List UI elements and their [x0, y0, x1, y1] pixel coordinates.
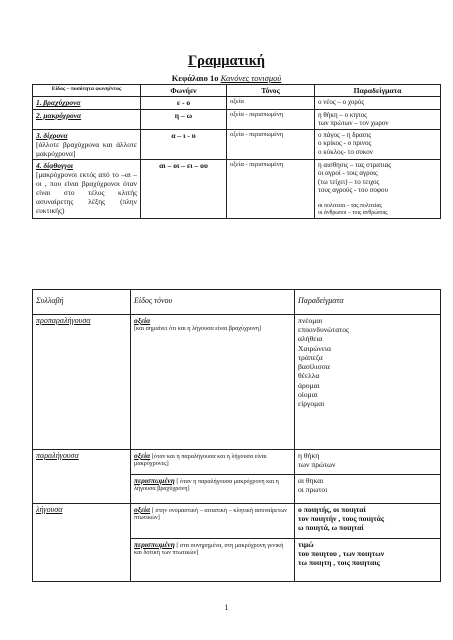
table-row	[33, 97, 441, 109]
row-vowels: η – ω	[141, 109, 227, 129]
row-vowels: αι – οι – ει – ου	[141, 159, 227, 218]
row-label: 4. δίφθογγοι [μακρόχρονοι εκτός από το –αι –οι , που είναι βραχύχρονοι όταν είναι στο τέλος κλιτής ασυναίρετης λέξης (πλην ευκτικής)	[33, 159, 141, 218]
accent-desc: οξεία [όταν και η παραλήγουσα και η λήγουσα είναι μακρόχρονες]	[131, 449, 295, 474]
row-accent: οξεία	[227, 97, 315, 109]
row-accent: οξεία - περισπωμένη	[227, 129, 315, 159]
row-label: 3. δίχρονα [άλλοτε βραχύχρονα και άλλοτε μακρόχρονα]	[33, 129, 141, 159]
table-row	[33, 449, 441, 474]
row-label: 2. μακρόχρονα	[33, 109, 141, 129]
examples-cell: τιμώ του ποιητου , των ποιητων τω ποιητη , τοις ποιηταις	[295, 538, 441, 581]
header-examples: Παραδείγματα	[315, 85, 441, 97]
row-examples: ο νέος – ο χορός	[315, 97, 441, 109]
header-vowel: Φωνήεν	[141, 85, 227, 97]
row-vowels: ε - ο	[141, 97, 227, 109]
row-examples: η θήκη – ο κηπος των πρώτων – τον χωρον	[315, 109, 441, 129]
examples-cell: αι θηκαι οι πρωτοι	[295, 474, 441, 503]
row-examples: ο πάγος – η δρασις ο κρίκος - ο πρινος ο κύκλος- το συκον	[315, 129, 441, 159]
table-row	[33, 109, 441, 129]
chapter-subtitle	[0, 73, 453, 83]
table-row	[33, 503, 441, 538]
row-accent: οξεία - περισπωμένη	[227, 109, 315, 129]
row-examples: η αισθησις – τας στρατιας οι αγροί - τοις αγροις (τω τείχει) – το τειχος τους αγρούς - του σοφου αι πολιτειαι – τας πολιτείας οι άνθρωποι – τοις ανθρώποις	[315, 159, 441, 218]
row-note: [άλλοτε βραχύχρονα και άλλοτε μακρόχρονα]	[36, 139, 137, 158]
accent-desc: περισπωμένη [ όταν η παραλήγουσα μακρόχρονη και η λήγουσα βραχύχρονη]	[131, 474, 295, 503]
syllable-name: λήγουσα	[33, 503, 131, 581]
page-title: Γραμματική	[187, 53, 266, 69]
examples-cell: η θήκη των πρώτων	[295, 449, 441, 474]
accent-desc: οξεία [και σημαίνει ότι και η λήγουσα είναι βραχύχρονη]	[131, 314, 295, 449]
header-examples: Παραδείγματα	[295, 290, 441, 315]
examples-cell: ο ποιητής, οι ποιηταί τον ποιητήν , τους ποιητάς ω ποιητά, ω ποιηταί	[295, 503, 441, 538]
chapter-topic: Κανόνες τονισμού	[220, 73, 282, 83]
vowel-table	[32, 84, 441, 219]
examples-cell: πνέομαι επικινδυνώτατος αλήθεια Χαιρώνεια τράπεζα βασίλισσα θέελλα άρομαι οίομαι είργομαι	[295, 314, 441, 449]
table-row	[33, 129, 441, 159]
header-accent-type: Είδος τόνου	[131, 290, 295, 315]
syllable-name: παραλήγουσα	[33, 449, 131, 503]
row-accent: οξεία - περισπωμένη	[227, 159, 315, 218]
table-row	[33, 159, 441, 218]
page-number: 1	[224, 603, 229, 612]
header-vowel-kind: Είδος – ποσότητα φωνηέντος	[33, 85, 141, 97]
table-row	[33, 314, 441, 449]
vowel-table-header	[33, 85, 441, 97]
syllable-name: προπαραλήγουσα	[33, 314, 131, 449]
header-accent: Τόνος	[227, 85, 315, 97]
chapter-label: Κεφάλαιο 1ο	[171, 73, 219, 83]
row-vowels: α – ι - υ	[141, 129, 227, 159]
accent-desc: περισπωμένη [ στα συνηρημένα, στη μακρόχρονη γενική και δοτική των πτωτικών]	[131, 538, 295, 581]
syllable-table	[32, 289, 441, 582]
syllable-table-header	[33, 290, 441, 315]
header-syllable: Συλλαβή	[33, 290, 131, 315]
row-label: 1. βραχύχρονα	[33, 97, 141, 109]
row-note: [μακρόχρονοι εκτός από το –αι –οι , που είναι βραχύχρονοι όταν είναι στο τέλος κλιτής ασυναίρετης λέξης (πλην ευκτικής)	[36, 169, 137, 215]
accent-desc: οξεία [ στην ονομαστική – αιτιατική – κλητική ασυναίρετων πτωτικών]	[131, 503, 295, 538]
